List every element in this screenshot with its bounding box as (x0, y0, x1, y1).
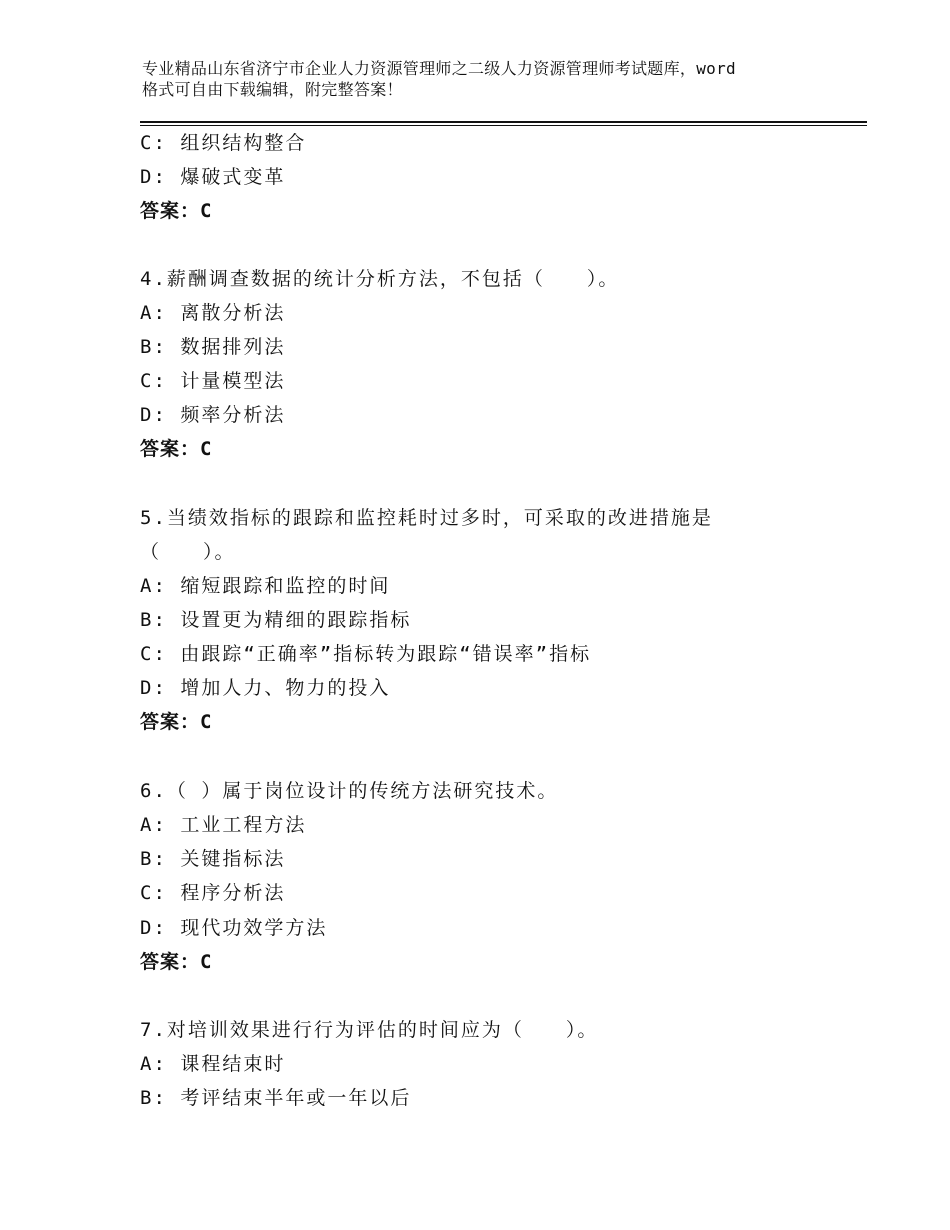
q5-question-line-2: （ ）。 (140, 541, 236, 563)
q5-option-b: B: 设置更为精细的跟踪指标 (140, 609, 412, 631)
q3-answer: 答案：C (140, 200, 213, 222)
q5-option-d: D: 增加人力、物力的投入 (140, 677, 391, 699)
document-header (142, 58, 842, 100)
q3-option-c: C: 组织结构整合 (140, 132, 307, 154)
q7-question: 7.对培训效果进行行为评估的时间应为（ ）。 (140, 1019, 599, 1041)
q5-question-line-1: 5.当绩效指标的跟踪和监控耗时过多时，可采取的改进措施是 (140, 507, 713, 529)
q4-answer: 答案：C (140, 438, 213, 460)
q7-option-b: B: 考评结束半年或一年以后 (140, 1087, 412, 1109)
q6-question: 6.（ ）属于岗位设计的传统方法研究技术。 (140, 780, 559, 802)
q7-option-a: A: 课程结束时 (140, 1053, 286, 1075)
q4-option-a: A: 离散分析法 (140, 302, 286, 324)
q4-option-c: C: 计量模型法 (140, 370, 286, 392)
q6-option-b: B: 关键指标法 (140, 848, 286, 870)
q6-option-c: C: 程序分析法 (140, 882, 286, 904)
q5-answer: 答案：C (140, 711, 213, 733)
q4-question: 4.薪酬调查数据的统计分析方法，不包括（ ）。 (140, 268, 620, 290)
q3-option-d: D: 爆破式变革 (140, 166, 286, 188)
q5-option-a: A: 缩短跟踪和监控的时间 (140, 575, 391, 597)
q4-option-b: B: 数据排列法 (140, 336, 286, 358)
q6-option-a: A: 工业工程方法 (140, 814, 307, 836)
q5-option-c: C: 由跟踪“正确率”指标转为跟踪“错误率”指标 (140, 643, 592, 665)
header-line-1: 专业精品山东省济宁市企业人力资源管理师之二级人力资源管理师考试题库，word (142, 59, 736, 78)
q6-option-d: D: 现代功效学方法 (140, 917, 328, 939)
q4-option-d: D: 频率分析法 (140, 404, 286, 426)
header-rule-bottom (140, 125, 867, 126)
header-rule-top (140, 121, 867, 123)
header-line-2: 格式可自由下载编辑，附完整答案！ (142, 80, 403, 99)
q6-answer: 答案：C (140, 951, 213, 973)
